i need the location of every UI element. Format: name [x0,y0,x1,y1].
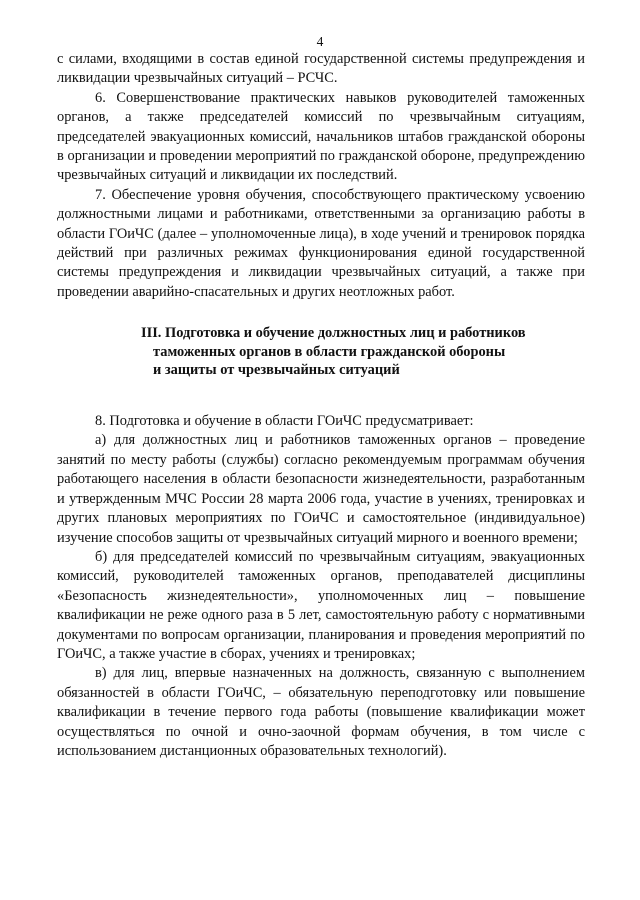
spacer [57,302,585,324]
section-heading-line-1: III. Подготовка и обучение должностных лиц и работников [141,325,526,342]
section-heading [57,324,541,380]
paragraph-6: 6. Совершенствование практических навыков руководителей таможенных органов, а также председателей комиссий по чрезвычайным ситуациям, председателей эвакуационных комиссий, начальников штабов гражданской обороны в организации и проведении мероприятий по гражданской обороне, предупреждению чрезвычайных ситуаций и ликвидации их последствий. [57,89,585,184]
paragraph-8: 8. Подготовка и обучение в области ГОиЧС предусматривает: [95,413,474,430]
paragraph-8v: в) для лиц, впервые назначенных на должность, связанную с выполнением обязанностей в области ГОиЧС, – обязательную переподготовку или повышение квалификации в течение первого года работы (повышение квалификации может осуществляться по очной и очно-заочной формам обучения, в том числе с использованием дистанционных образовательных технологий). [57,665,585,759]
paragraph-7: 7. Обеспечение уровня обучения, способствующего практическому усвоению должностными лицами и работниками, ответственными за организацию работы в области ГОиЧС (далее – уполномоченные лица), в ходе учений и тренировок порядка действий при различных режимах функционирования единой государственной системы предупреждения и ликвидации чрезвычайных ситуаций, а также при проведении аварийно-спасательных и других неотложных работ. [57,186,585,300]
section-heading-line-2: таможенных органов в области гражданской обороны [153,343,506,360]
paragraph-8a: а) для должностных лиц и работников таможенных органов – проведение занятий по месту работы (службы) согласно рекомендуемым программам обучения работающего населения в области безопасности жизнедеятельности, разработанным и утвержденным МЧС России 28 марта 2006 года, участие в учениях, тренировках и других плановых мероприятиях по ГОиЧС и самостоятельное (индивидуальное) изучение способов защиты от чрезвычайных ситуаций мирного и военного времени; [57,432,585,546]
page-number: 4 [316,34,324,49]
spacer [57,380,585,412]
paragraph-5-continuation: с силами, входящими в состав единой государственной системы предупреждения и ликвидации чрезвычайных ситуаций – РСЧС. [57,51,585,87]
section-heading-line-3: и защиты от чрезвычайных ситуаций [153,362,400,379]
document-body [57,50,585,761]
paragraph-8b: б) для председателей комиссий по чрезвычайным ситуациям, эвакуационных комиссий, руководителей таможенных органов, преподавателей дисциплины «Безопасность жизнедеятельности», уполномоченных лиц – повышение квалификации не реже одного раза в 5 лет, самостоятельную работу с нормативными документами по вопросам организации, планирования и проведения мероприятий по ГОиЧС, а также участие в сборах, учениях и тренировках; [57,548,585,662]
